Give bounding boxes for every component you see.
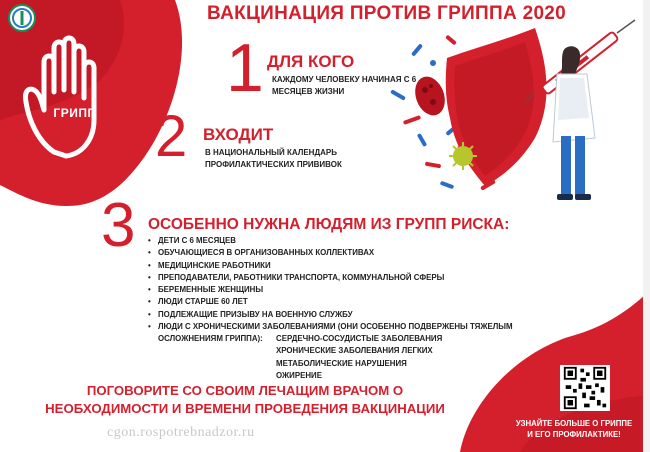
doctor-icon	[553, 46, 595, 200]
learn-line-2: И ЕГО ПРОФИЛАКТИКЕ!	[527, 430, 621, 439]
list-item: • БЕРЕМЕННЫЕ ЖЕНЩИНЫ	[146, 284, 513, 296]
section-text-1: КАЖДОМУ ЧЕЛОВЕКУ НАЧИНАЯ С 6 МЕСЯЦЕВ ЖИЗНИ	[272, 75, 417, 96]
learn-line-1: УЗНАЙТЕ БОЛЬШЕ О ГРИППЕ	[515, 419, 633, 428]
sub-list-item: СЕРДЕЧНО-СОСУДИСТЫЕ ЗАБОЛЕВАНИЯ	[276, 334, 443, 343]
green-virus-icon	[449, 142, 477, 170]
virus-icon	[410, 72, 450, 119]
section-number-3: 3	[101, 191, 136, 260]
section-number-1: 1	[226, 30, 264, 106]
section-heading-3: ОСОБЕННО НУЖНА ЛЮДЯМ ИЗ ГРУПП РИСКА:	[148, 216, 510, 233]
list-item: • ДЕТИ С 6 МЕСЯЦЕВ	[146, 235, 513, 247]
list-item: • ЛЮДИ СТАРШЕ 60 ЛЕТ	[146, 296, 513, 308]
section-number-2: 2	[155, 104, 188, 169]
talk-line-2: НЕОБХОДИМОСТИ И ВРЕМЕНИ ПРОВЕДЕНИЯ ВАКЦИНАЦИИ	[45, 401, 445, 416]
sub-list-item: ХРОНИЧЕСКИЕ ЗАБОЛЕВАНИЯ ЛЕГКИХ	[276, 346, 433, 356]
chronic-disease-list	[276, 333, 442, 382]
vaccine-illustration	[385, 18, 643, 218]
list-item: • ПОДЛЕЖАЩИЕ ПРИЗЫВУ НА ВОЕННУЮ СЛУЖБУ	[146, 309, 513, 321]
page-title: ВАКЦИНАЦИЯ ПРОТИВ ГРИППА 2020	[207, 3, 567, 24]
logo-icon	[8, 4, 36, 32]
qr-code-icon[interactable]	[560, 365, 610, 411]
stop-hand-icon	[14, 32, 140, 162]
section-heading-1: ДЛЯ КОГО	[267, 52, 355, 71]
sub-list-item: МЕТАБОЛИЧЕСКИЕ НАРУШЕНИЯ	[276, 358, 407, 368]
risk-group-list	[146, 235, 513, 333]
section-text-2: В НАЦИОНАЛЬНЫЙ КАЛЕНДАРЬ ПРОФИЛАКТИЧЕСКИХ ПРИВИВОК	[205, 148, 342, 169]
talk-line-1: ПОГОВОРИТЕ СО СВОИМ ЛЕЧАЩИМ ВРАЧОМ О	[86, 383, 404, 398]
section-heading-2: ВХОДИТ	[203, 125, 274, 144]
talk-to-doctor-text	[0, 382, 490, 418]
chronic-tail-text: ОСЛОЖНЕНИЯМ ГРИППА):	[158, 334, 263, 343]
list-item: • ОБУЧАЮЩИЕСЯ В ОРГАНИЗОВАННЫХ КОЛЛЕКТИВАХ	[146, 247, 513, 259]
learn-more-text	[500, 418, 648, 440]
list-item: • МЕДИЦИНСКИЕ РАБОТНИКИ	[146, 260, 513, 272]
list-item: • ПРЕПОДАВАТЕЛИ, РАБОТНИКИ ТРАНСПОРТА, КОММУНАЛЬНОЙ СФЕРЫ	[146, 272, 513, 284]
sub-list-item: ОЖИРЕНИЕ	[276, 370, 322, 380]
hand-label: ГРИПП	[53, 106, 97, 120]
list-item: • ЛЮДИ С ХРОНИЧЕСКИМИ ЗАБОЛЕВАНИЯМИ (ОНИ ОСОБЕННО ПОДВЕРЖЕНЫ ТЯЖЕЛЫМ	[146, 321, 513, 333]
watermark-url: cgon.rospotrebnadzor.ru	[107, 425, 255, 440]
